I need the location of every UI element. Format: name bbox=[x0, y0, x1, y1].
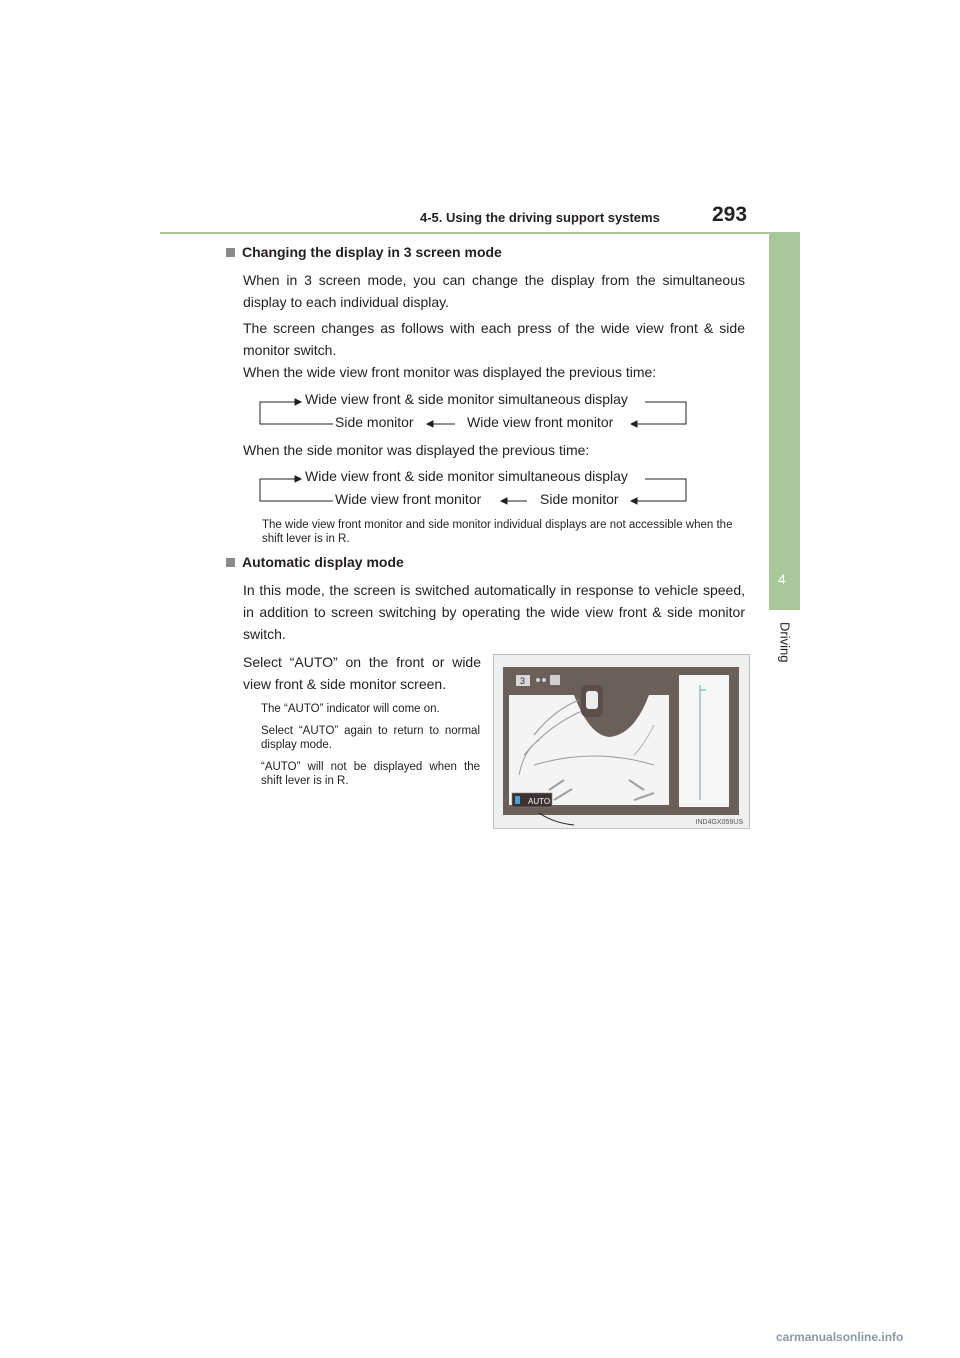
section-heading-3-screen bbox=[226, 244, 502, 260]
chapter-tab bbox=[769, 232, 800, 610]
watermark-text: carmanualsonline.info bbox=[776, 1330, 904, 1344]
note-text: “AUTO” will not be displayed when the shift lever is in R. bbox=[261, 761, 480, 787]
flow1-bottom-left: Side monitor bbox=[335, 414, 414, 430]
paragraph: When the side monitor was displayed the previous time: bbox=[243, 442, 590, 458]
flow1-bottom-right: Wide view front monitor bbox=[467, 414, 614, 430]
section-heading-text: Automatic display mode bbox=[242, 554, 404, 570]
screen-mode-indicator: 3 bbox=[520, 676, 526, 686]
flow2-bottom-right: Side monitor bbox=[540, 491, 619, 507]
paragraph: The screen changes as follows with each press of the wide view front & side monitor switch. bbox=[243, 320, 745, 358]
header-rule bbox=[160, 232, 800, 234]
section-heading-auto-mode bbox=[226, 554, 404, 570]
flow2-top: Wide view front & side monitor simultaneous display bbox=[305, 468, 628, 484]
page-number: 293 bbox=[712, 203, 748, 226]
section-heading-text: Changing the display in 3 screen mode bbox=[242, 244, 502, 260]
flow1-top: Wide view front & side monitor simultaneous display bbox=[305, 391, 628, 407]
flow2-bottom-left: Wide view front monitor bbox=[335, 491, 482, 507]
paragraph: In this mode, the screen is switched automatically in response to vehicle speed, in addition to screen switching by operating the wide view front & side monitor switch. bbox=[243, 582, 745, 642]
section-header: 4-5. Using the driving support systems bbox=[420, 210, 660, 225]
figure-code: IND4GX059US bbox=[695, 819, 743, 826]
monitor-screen-illustration bbox=[494, 655, 749, 828]
paragraph: Select “AUTO” on the front or wide view front & side monitor screen. bbox=[243, 654, 481, 692]
paragraph: When the wide view front monitor was displayed the previous time: bbox=[243, 364, 657, 380]
chapter-number: 4 bbox=[778, 571, 786, 587]
square-bullet-icon bbox=[226, 248, 235, 257]
note-text: The wide view front monitor and side monitor individual displays are not accessible when the shift lever is in R. bbox=[262, 519, 733, 545]
chapter-label: Driving bbox=[777, 622, 793, 663]
square-bullet-icon bbox=[226, 558, 235, 567]
paragraph: When in 3 screen mode, you can change the display from the simultaneous display to each individual display. bbox=[243, 272, 745, 310]
note-text: The “AUTO” indicator will come on. bbox=[261, 703, 440, 715]
auto-button-label: AUTO bbox=[528, 797, 551, 806]
note-text: Select “AUTO” again to return to normal display mode. bbox=[261, 725, 480, 751]
monitor-screen-figure bbox=[493, 654, 750, 829]
